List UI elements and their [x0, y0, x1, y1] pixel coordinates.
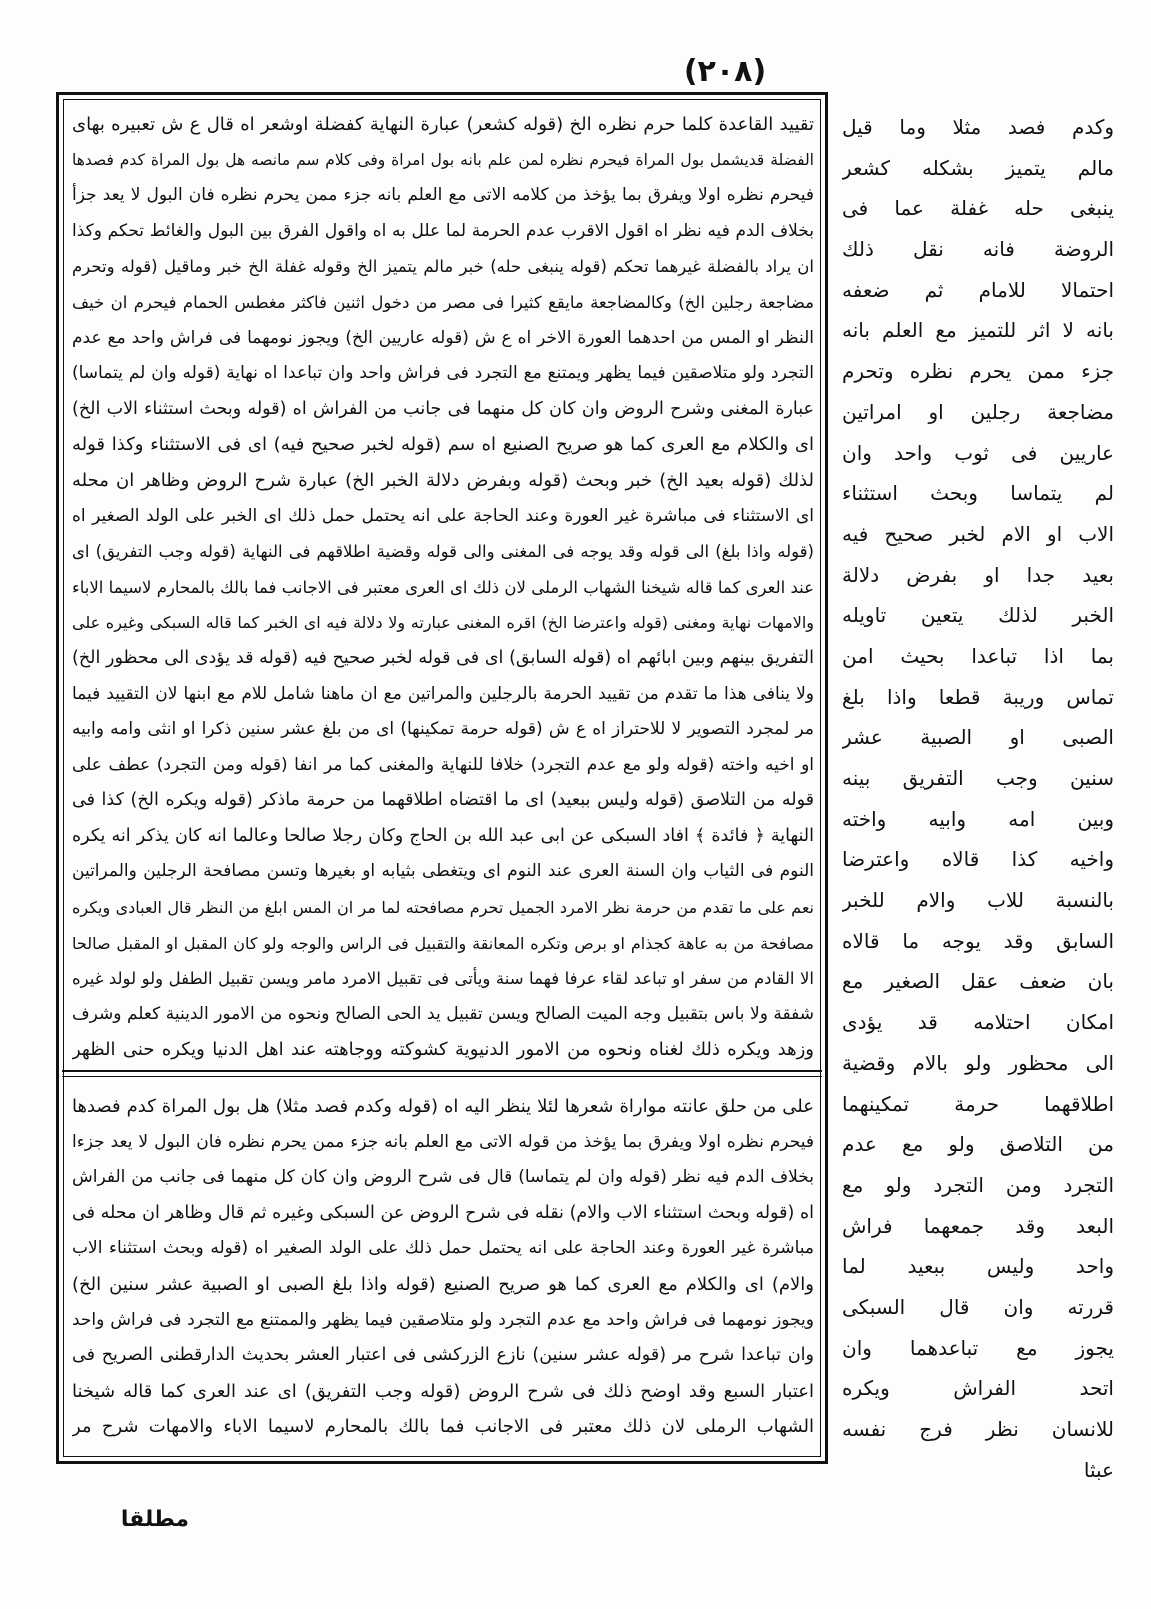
main-text-line: بانه لا اثر للتميز مع العلم بانه: [842, 318, 1114, 343]
commentary-line: التجرد ولو متلاصقين فيما يظهر ويمتنع مع التجرد فى فراش واحد وان تباعدا اه نهاية (قوله وان لم يتماسا): [72, 363, 814, 384]
main-text-line: جزء ممن يحرم نظره وتحرم: [842, 359, 1114, 384]
commentary-line: الا القادم من سفر او تباعد لقاء عرفا فهما سنة ويأتى فى تقبيل الامرد مامر ويسن تقبيل الطفل ولو لولد غيره: [72, 969, 814, 989]
commentary-line: بخلاف الدم فيه نظر اه اقول الاقرب عدم الحرمة لما علل به اه واقول الفرق بين البول والغائط تحكم وكذا: [72, 220, 814, 241]
main-text-line: الصبى او الصبية عشر: [842, 725, 1114, 750]
commentary-top-section: [72, 107, 814, 1068]
commentary-line: النظر او المس من احدهما العورة الاخر اه ع ش (قوله عاريين الخ) ويجوز نومهما فى فراش واحد مع عدم: [72, 327, 814, 348]
main-text-line: واخيه كذا قالاه واعترضا: [842, 847, 1114, 872]
main-text-line: لم يتماسا وبحث استثناء: [842, 481, 1114, 506]
main-text-line: سنين وجب التفريق بينه: [842, 766, 1114, 790]
main-text-line: وبين امه وابيه واخته: [842, 806, 1114, 831]
commentary-line: مر لمجرد التصوير لا للاحتراز اه ع ش (قوله حرمة تمكينها) اى من بلغ عشر سنين ذكرا او انثى وامه وابيه: [72, 719, 814, 740]
main-text-line: الى محظور ولو بالام وقضية: [842, 1050, 1114, 1075]
commentary-line: مصافحة من به عاهة كجذام او برص وتكره المعانقة والتقبيل فى الراس والوجه ولو كان المقبل او المقبل صالحا: [72, 933, 814, 953]
catchword: مطلقا: [120, 1507, 190, 1532]
main-text-line: السابق وقد يوجه ما قالاه: [842, 928, 1114, 953]
page-number: (٢٠٨): [683, 54, 767, 89]
main-text-line: اتحد الفراش ويكره: [842, 1376, 1114, 1401]
commentary-line: مضاجعة رجلين الخ) وكالمضاجعة مايقع كثيرا فى مصر من دخول اثنين فاكثر مغطس الحمام فيحرم ان خيف: [72, 292, 814, 312]
commentary-line: ولا ينافى هذا ما تقدم من تقييد الحرمة بالرجلين والمراتين مع ان ماهنا شامل للام مع ابنها لان التقييد فيما: [72, 683, 814, 704]
main-text-line: الخبر لذلك يتعين تاويله: [842, 603, 1114, 628]
gloss-line: والام) اى والكلام مع العرى كما هو صريح الصنيع (قوله واذا بلغ الصبى او الصبية عشر سنين الخ): [72, 1273, 814, 1295]
main-text-line: الاب او الام لخبر صحيح فيه: [842, 521, 1114, 546]
main-text-line: عبثا: [1083, 1457, 1114, 1482]
gloss-line: فيحرم نظره اولا ويفرق بما يؤخذ من قوله الاتى مع العلم بانه جزء ممن يحرم نظره فان البول لا يعد جزءا: [72, 1131, 814, 1152]
main-text-line: عاريين فى ثوب واحد وان: [842, 440, 1114, 465]
main-text-line: بعيد جدا او بفرض دلالة: [842, 562, 1114, 587]
main-text-line: مضاجعة رجلين او امراتين: [842, 399, 1114, 424]
commentary-line: عند العرى كما قاله شيخنا الشهاب الرملى لان ذلك اى العرى معتبر فى الاجانب فما بالك بالمحارم لاسيما الاباء: [72, 577, 814, 597]
commentary-line: نعم على ما تقدم من حرمة نظر الامرد الجميل تحرم مصافحته لما مر ان المس ابلغ من النظر قال العبادى ويكره: [72, 898, 814, 918]
main-text-line: بان ضعف عقل الصغير مع: [842, 969, 1114, 994]
main-text-line: اطلاقهما حرمة تمكينهما: [842, 1091, 1114, 1116]
main-text-line: احتمالا للامام ثم ضعفه: [842, 277, 1114, 302]
gloss-line: الشهاب الرملى لان ذلك معتبر فى الاجانب فما بالك بالمحارم لاسيما الاباء والامهات شرح مر: [72, 1416, 814, 1438]
commentary-line: لذلك (قوله بعيد الخ) خبر وبحث (قوله وبفرض دلالة الخبر الخ) عبارة شرح الروض وظاهر ان محله: [72, 469, 814, 491]
commentary-line: اى الاستثناء فى مباشرة غير العورة وعند الحاجة على انه يحتمل حمل ذلك اى الخبر على الولد الصغير اه: [72, 505, 814, 526]
commentary-line: ان يراد بالفضلة غيرهما تحكم (قوله ينبغى حله) خبر مالم يتميز الخ وقوله غفلة الخ خبر وماقيل (قوله وتحرم: [72, 257, 814, 277]
commentary-line: الفضلة قديشمل بول المراة فيحرم نظره لمن علم بانه بول امراة وفى كلام سم مانصه هل بول المراة كدم فصدها: [72, 150, 814, 169]
gloss-line: على من حلق عانته مواراة شعرها لئلا ينظر اليه اه (قوله وكدم فصد مثلا) هل بول المراة كدم فصدها: [72, 1096, 814, 1117]
main-text-line: امكان احتلامه قد يؤدى: [842, 1010, 1114, 1035]
commentary-line: اى والكلام مع العرى كما هو صريح الصنيع اه سم (قوله لخبر صحيح فيه) اى فى الاستثناء وكذا قوله: [72, 434, 814, 456]
main-text-line: البعد وقد جمعهما فراش: [842, 1213, 1114, 1238]
main-text-line: التجرد ومن التجرد ولو مع: [842, 1172, 1114, 1197]
commentary-line: النوم فى الثياب وان السنة العرى عند النوم اى ويتغطى بثيابه او بغيرها وتسن مصافحة الرجلين والمراتين: [72, 861, 814, 882]
main-text-line: الروضة فانه نقل ذلك: [842, 237, 1114, 262]
main-text-line: يجوز مع تباعدهما وان: [842, 1335, 1114, 1360]
main-text-line: تماس وريبة قطعا واذا بلغ: [842, 684, 1114, 709]
commentary-line: تقييد القاعدة كلما حرم نظره الخ (قوله كشعر) عبارة النهاية كفضلة اوشعر اه قال ع ش تعبيره بهاى: [72, 114, 814, 135]
commentary-line: فيحرم نظره اولا ويفرق بما يؤخذ من كلامه الاتى مع العلم بانه جزء ممن يحرم نظره فان البول لا يعد جزأ: [72, 185, 814, 206]
main-text-line: بالنسبة للاب والام للخبر: [842, 888, 1114, 913]
main-text-line: وكدم فصد مثلا وما قيل: [842, 115, 1114, 139]
main-text-line: قررته وان قال السبكى: [842, 1294, 1114, 1319]
commentary-line: النهاية ﴿ فائدة ﴾ افاد السبكى عن ابى عبد الله بن الحاج وكان رجلا صالحا وعالما انه كان يذكر انه يكره: [72, 825, 814, 846]
main-text-column: [842, 107, 1114, 1490]
commentary-line: وزهد ويكره ذلك لغناه ونحوه من الامور الدنيوية كشوكته ووجاهته عند اهل الدنيا ويكره حنى الظهر: [72, 1039, 814, 1061]
main-text-line: واحد وليس ببعيد لما: [842, 1254, 1114, 1279]
gloss-line: بخلاف الدم فيه نظر (قوله وان لم يتماسا) قال فى شرح الروض وان كان كل منهما فى جانب من الفراش: [72, 1167, 814, 1188]
commentary-line: (قوله واذا بلغ) الى قوله وقد يوجه فى المغنى والى قوله وقضية اطلاقهم فى النهاية (قوله وجب التفريق) اى: [72, 542, 814, 562]
commentary-line: او اخيه واخته (قوله ولو مع عدم التجرد) خلافا للنهاية والمغنى كما مر انفا (قوله ومن التجرد) عطف على: [72, 754, 814, 775]
main-text-line: من التلاصق ولو مع عدم: [842, 1132, 1114, 1157]
commentary-line: عبارة المغنى وشرح الروض وان كان كل منهما فى جانب من الفراش اه (قوله وبحث استثناء الاب الخ): [72, 398, 814, 419]
gloss-line: وان تباعدا شرح مر (قوله عشر سنين) نازع الزركشى فى اعتبار العشر بحديث الدارقطنى الصريح فى: [72, 1345, 814, 1366]
gloss-line: ويجوز نومهما فى فراش واحد مع عدم التجرد ولو متلاصقين فيما يظهر والممتنع مع التجرد فى فراش واحد: [72, 1309, 814, 1330]
section-divider: [62, 1070, 822, 1077]
gloss-line: اعتبار السبع وقد اوضح ذلك فى شرح الروض (قوله وجب التفريق) اى عند العرى كما قاله شيخنا: [72, 1380, 814, 1402]
commentary-bottom-section: [72, 1089, 814, 1445]
gloss-line: اه (قوله وبحث استثناء الاب والام) نقله فى شرح الروض عن السبكى وغيره ثم قال وظاهر ان محله فى: [72, 1202, 814, 1223]
main-text-line: للانسان نظر فرج نفسه: [842, 1417, 1114, 1441]
commentary-line: التفريق بينهم وبين ابائهم اه (قوله السابق) اى فى قوله لخبر صحيح فيه (قوله قد يؤدى الى محظور الخ): [72, 647, 814, 668]
commentary-line: شفقة ولا باس بتقبيل وجه الميت الصالح ويسن تقبيل يد الحى الصالح ونحوه من الامور الدينية كعلم وشرف: [72, 1003, 814, 1024]
main-text-line: مالم يتميز بشكله كشعر: [842, 155, 1114, 180]
main-text-line: بما اذا تباعدا بحيث امن: [842, 643, 1114, 668]
main-text-line: ينبغى حله غفلة عما فى: [842, 196, 1114, 221]
commentary-line: والامهات نهاية ومغنى (قوله واعترضا الخ) اقره المغنى عبارته ولا دلالة فيه اى الخبر كما قاله السبكى وغيره على: [72, 613, 814, 633]
gloss-line: مباشرة غير العورة وعند الحاجة على انه يحتمل حمل ذلك على الولد الصغير اه (قوله وبحث استثناء الاب: [72, 1238, 814, 1259]
commentary-line: قوله من التلاصق (قوله وليس ببعيد) اى ما اقتضاه اطلاقهما من حرمة ماذكر (قوله ويكره الخ) كذا فى: [72, 790, 814, 811]
